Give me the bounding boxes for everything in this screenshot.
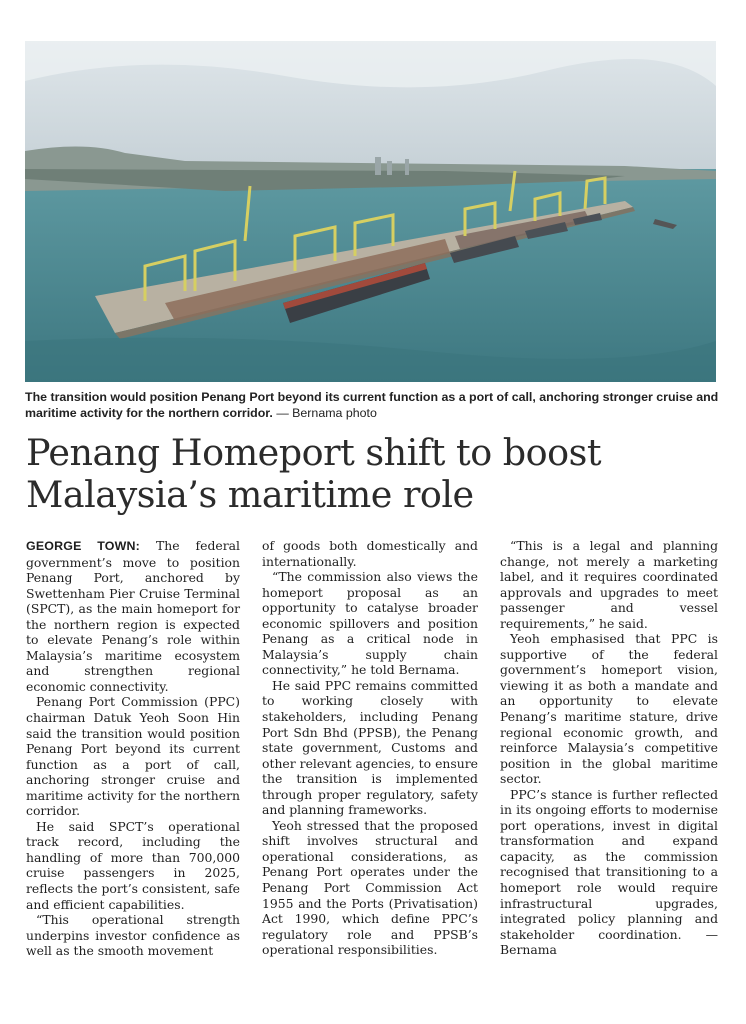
headline-line-1: Penang Homeport shift to boost — [26, 431, 601, 474]
caption-text: The transition would position Penang Port beyond its current function as a port of call, anchoring stronger cruise and maritime activity for the northern corridor. — [25, 390, 719, 420]
article-column-2 — [262, 538, 478, 958]
paragraph: Yeoh emphasised that PPC is supportive of the federal government’s homeport vision, viewing it as both a mandate and an opportunity to elevate Penang’s maritime stature, drive regional economic growth, and reinforce Malaysia’s competitive position in the global maritime sector. — [500, 631, 718, 787]
paragraph: “This is a legal and planning change, not merely a marketing label, and it requires coordinated approvals and upgrades to meet passenger and vessel requirements,” he said. — [500, 538, 718, 631]
photo-credit: — Bernama photo — [272, 406, 377, 420]
port-aerial-image — [25, 41, 716, 382]
paragraph: PPC’s stance is further reflected in its ongoing efforts to modernise port operations, invest in digital transformation and expand capacity, as the commission recognised that transitioning to a homeport role would require infrastructural upgrades, integrated policy planning and stakeholder coordination. — Bernama — [500, 786, 718, 958]
paragraph: of goods both domestically and internationally. — [262, 538, 478, 569]
paragraph-text: The federal government’s move to position Penang Port, anchored by Swettenham Pier Cruise Terminal (SPCT), as the main homeport for the northern region is expected to elevate Penang’s role within Malaysia’s maritime ecosystem and strengthen regional economic connectivity. — [26, 538, 240, 694]
paragraph: “The commission also views the homeport proposal as an opportunity to catalyse broader economic spillovers and position Penang as a critical node in Malaysia’s supply chain connectivity,” he told Bernama. — [262, 569, 478, 678]
paragraph: Penang Port Commission (PPC) chairman Datuk Yeoh Soon Hin said the transition would position Penang Port beyond its current function as a port of call, anchoring stronger cruise and maritime activity for the northern corridor. — [26, 694, 240, 819]
photo-caption — [25, 389, 720, 421]
article-column-1 — [26, 538, 240, 959]
paragraph: “This operational strength underpins investor confidence as well as the smooth movement — [26, 912, 240, 959]
paragraph: He said SPCT’s operational track record, including the handling of more than 700,000 cruise passengers in 2025, reflects the port’s consistent, safe and efficient capabilities. — [26, 818, 240, 912]
paragraph: He said PPC remains committed to working closely with stakeholders, including Penang Port Sdn Bhd (PPSB), the Penang state government, Customs and other relevant agencies, to ensure the transition is implemented through proper regulatory, safety and planning frameworks. — [262, 677, 478, 818]
article-column-3 — [500, 538, 718, 958]
headline-line-2: Malaysia’s maritime role — [26, 473, 474, 516]
article-headline — [26, 432, 716, 516]
dateline: GEORGE TOWN: — [26, 539, 141, 553]
paragraph: Yeoh stressed that the proposed shift involves structural and operational considerations, as Penang Port operates under the Penang Port Commission Act 1955 and the Ports (Privatisation) Act 1990, which define PPC’s regulatory role and PPSB’s operational responsibilities. — [262, 817, 478, 958]
paragraph — [26, 538, 240, 694]
port-photo — [25, 41, 716, 382]
